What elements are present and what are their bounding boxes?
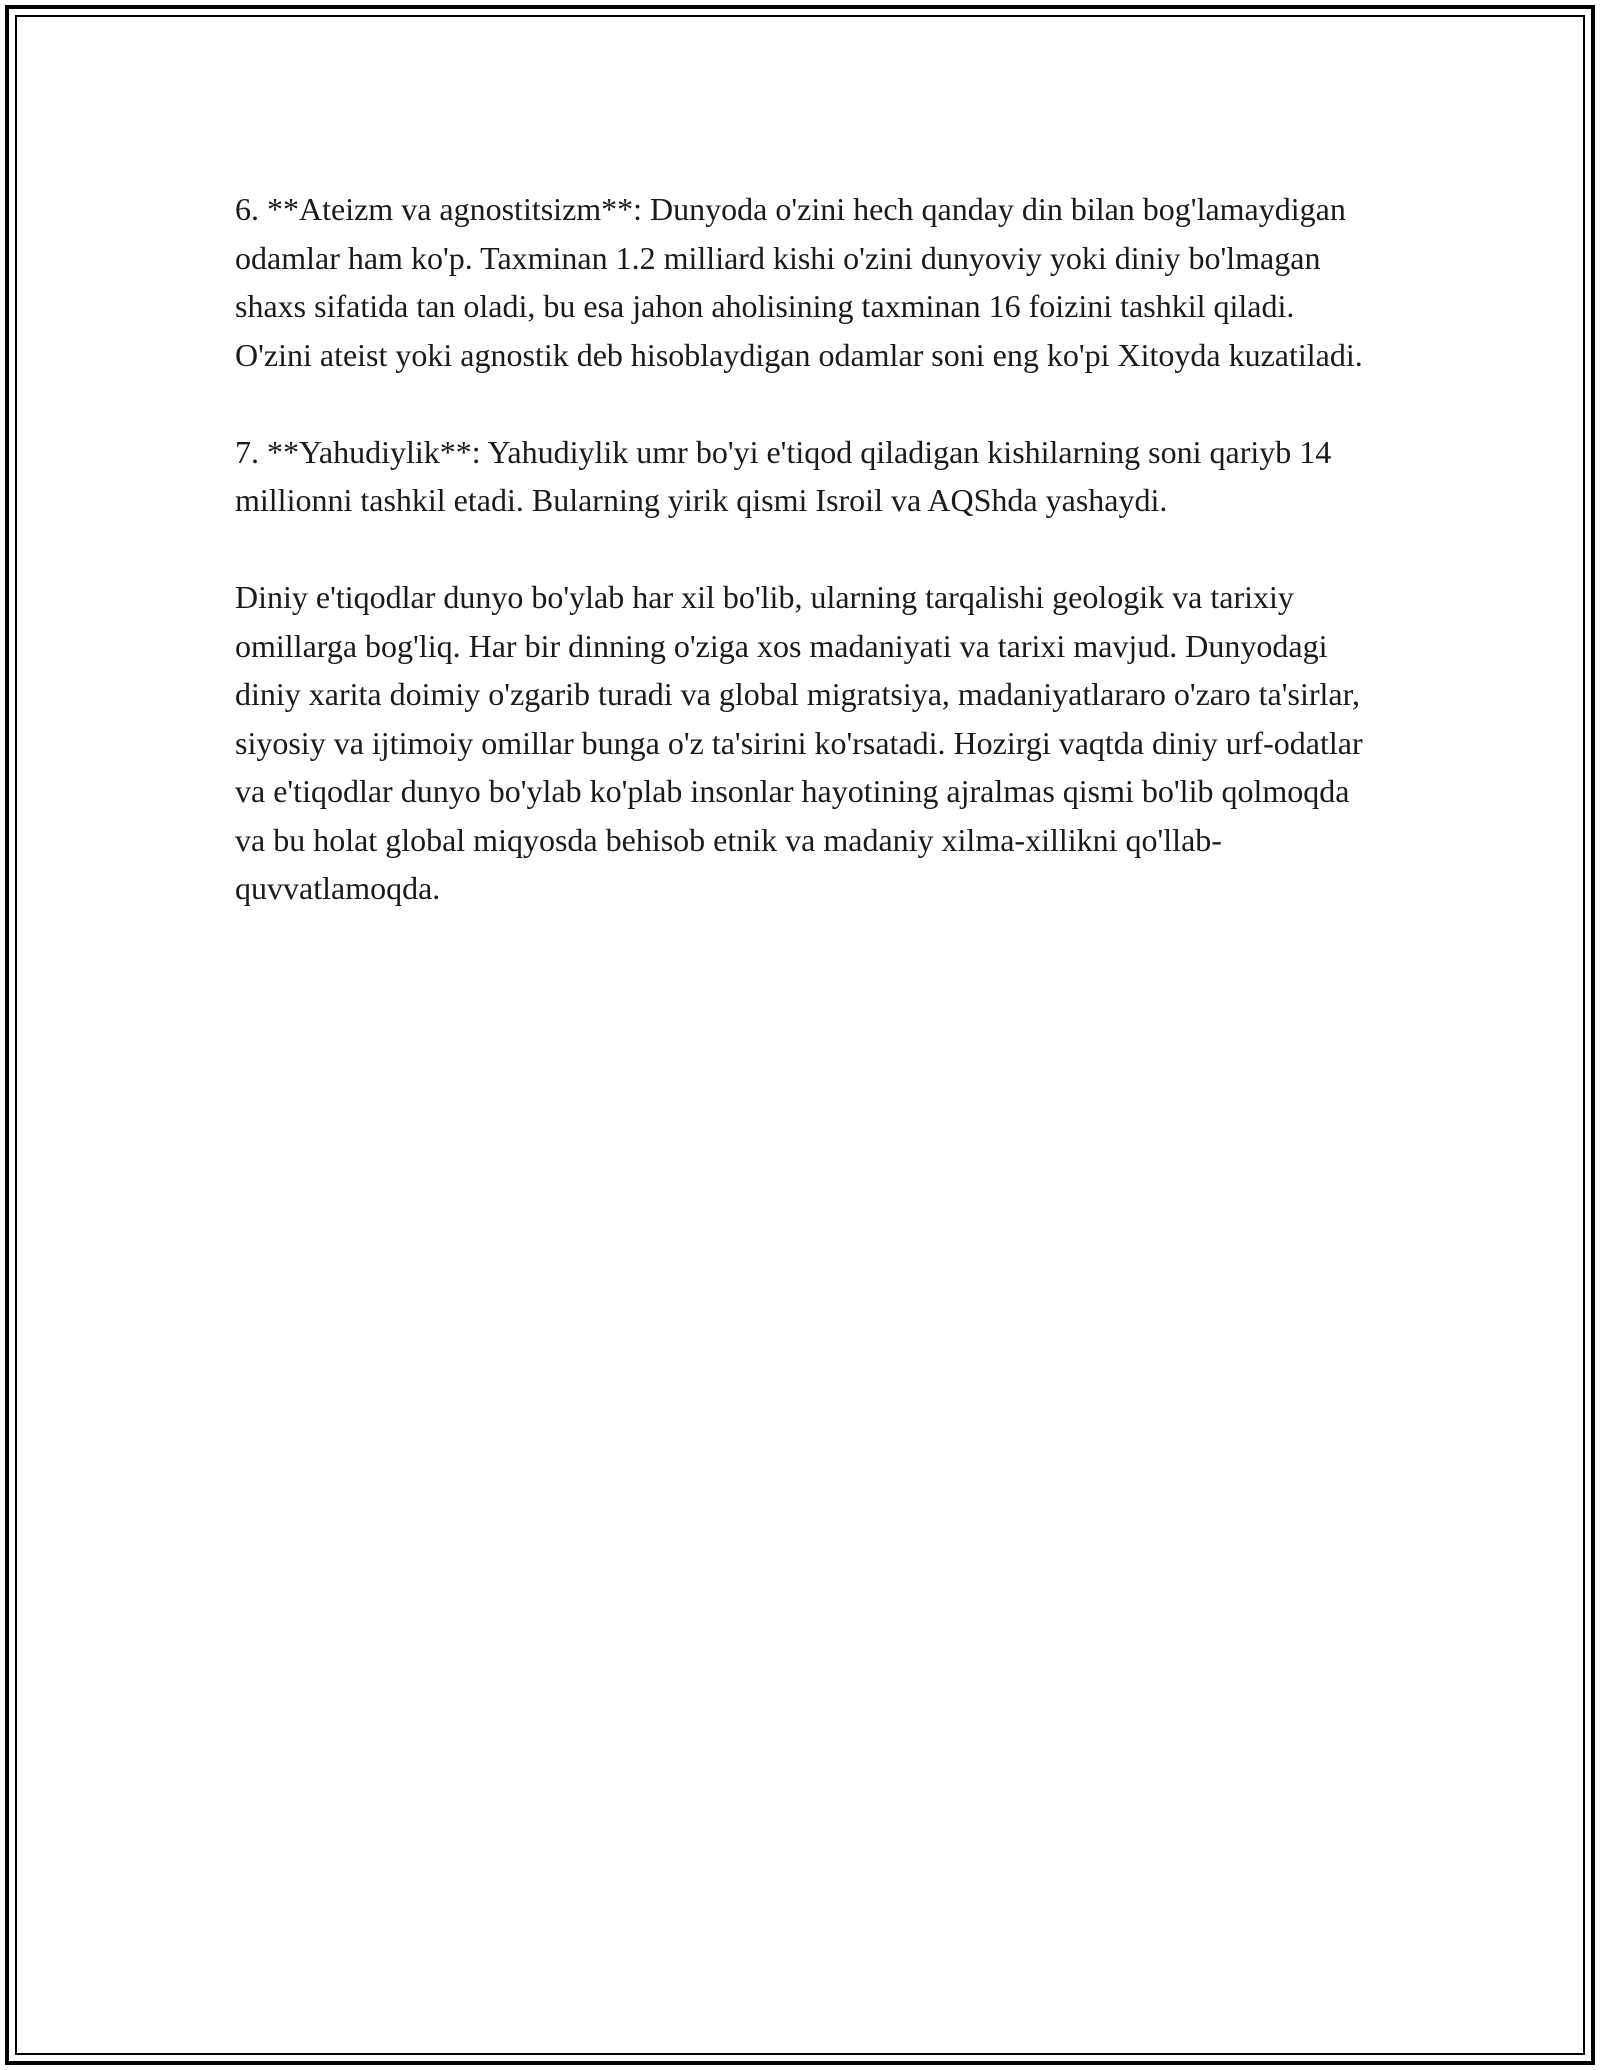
paragraph-judaism: 7. **Yahudiylik**: Yahudiylik umr bo'yi e'tiqod qiladigan kishilarning soni qariyb 14 millionni tashkil etadi. Bularning yirik qismi Isroil va AQShda yashaydi.: [235, 433, 1332, 518]
paragraph-atheism: 6. **Ateizm va agnostitsizm**: Dunyoda o'zini hech qanday din bilan bog'lamaydigan odamlar ham ko'p. Taxminan 1.2 milliard kishi o'zini dunyoviy yoki diniy bo'lmagan shaxs sifatida tan oladi, bu esa jahon aholisining taxminan 16 foizini tashkil qiladi. O'zini ateist yoki agnostik deb hisoblaydigan odamlar soni eng ko'pi Xitoyda kuzatiladi.: [235, 191, 1363, 373]
document-body: [235, 185, 1365, 961]
paragraph-conclusion: Diniy e'tiqodlar dunyo bo'ylab har xil bo'lib, ularning tarqalishi geologik va tarixiy omillarga bog'liq. Har bir dinning o'ziga xos madaniyati va tarixi mavjud. Dunyodagi diniy xarita doimiy o'zgarib turadi va global migratsiya, madaniyatlararo o'zaro ta'sirlar, siyosiy va ijtimoiy omillar bunga o'z ta'sirini ko'rsatadi. Hozirgi vaqtda diniy urf-odatlar va e'tiqodlar dunyo bo'ylab ko'plab insonlar hayotining ajralmas qismi bo'lib qolmoqda va bu holat global miqyosda behisob etnik va madaniy xilma-xillikni qo'llab-quvvatlamoqda.: [235, 579, 1363, 906]
